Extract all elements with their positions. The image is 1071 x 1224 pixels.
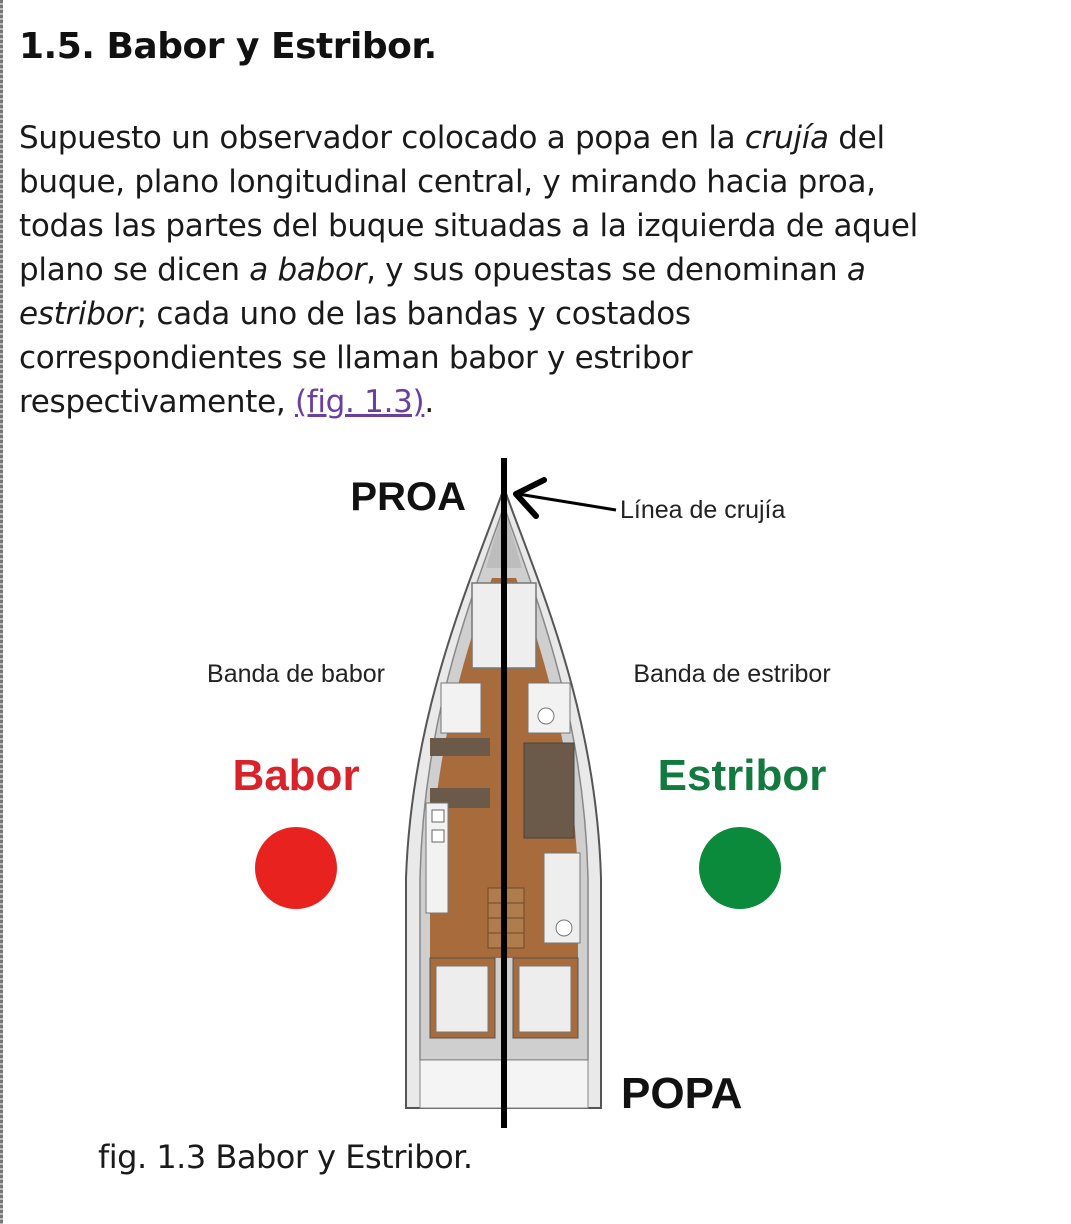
label-proa: PROA — [350, 475, 466, 519]
boat-diagram — [96, 458, 858, 1128]
text-span: plano se dicen — [19, 252, 250, 288]
label-banda-estribor: Banda de estribor — [633, 660, 831, 688]
page-left-border — [0, 0, 3, 1224]
text-span: respectivamente, — [19, 384, 295, 420]
babor-red-light — [255, 827, 337, 909]
figure-caption: fig. 1.3 Babor y Estribor. — [98, 1138, 473, 1176]
emphasis-a-babor: a babor — [249, 252, 367, 288]
section-heading: 1.5. Babor y Estribor. — [19, 26, 437, 67]
estribor-green-light — [699, 827, 781, 909]
body-paragraph — [19, 116, 1069, 424]
emphasis-estribor: estribor — [19, 296, 137, 332]
text-line: correspondientes se llaman babor y estribor — [19, 340, 693, 376]
text-span: Supuesto un observador colocado a popa en la — [19, 120, 745, 156]
figure-link[interactable]: (fig. 1.3) — [294, 384, 425, 420]
label-linea-crujia: Línea de crujía — [620, 496, 786, 524]
text-span: ; cada uno de las bandas y costados — [136, 296, 691, 332]
text-line: buque, plano longitudinal central, y mirando hacia proa, — [19, 164, 876, 200]
text-span: . — [424, 384, 434, 420]
emphasis-crujia: crujía — [744, 120, 829, 156]
text-span: del — [828, 120, 885, 156]
text-span: , y sus opuestas se denominan — [366, 252, 847, 288]
label-popa: POPA — [621, 1069, 743, 1118]
label-babor: Babor — [232, 751, 360, 800]
label-banda-babor: Banda de babor — [207, 660, 385, 688]
emphasis-a: a — [846, 252, 866, 288]
label-estribor: Estribor — [657, 751, 827, 800]
text-line: todas las partes del buque situadas a la izquierda de aquel — [19, 208, 918, 244]
